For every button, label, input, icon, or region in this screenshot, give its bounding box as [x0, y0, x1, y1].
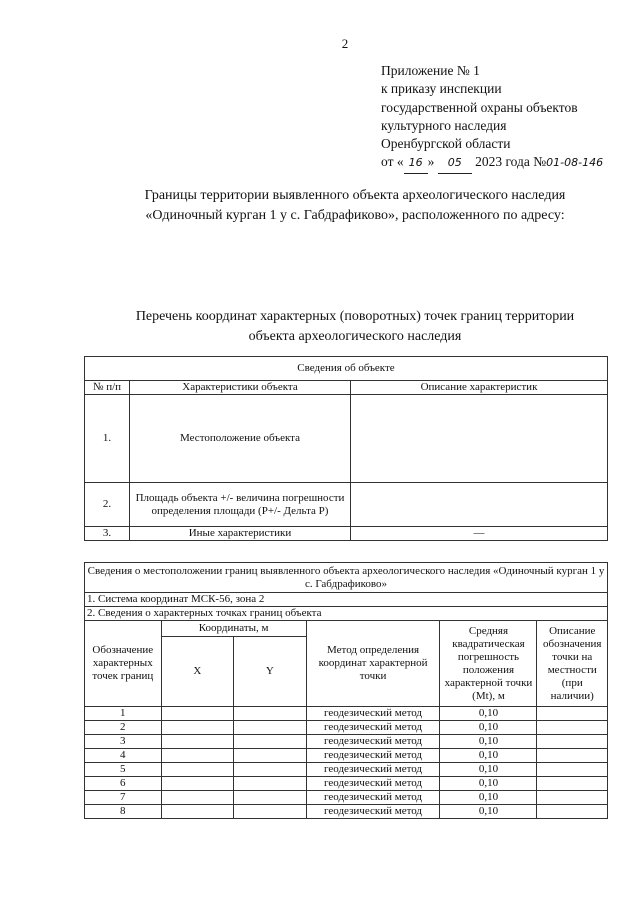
point-description-cell [537, 763, 608, 777]
method-cell: геодезический метод [306, 749, 440, 763]
y-cell [234, 763, 307, 777]
method-cell: геодезический метод [306, 721, 440, 735]
point-cell: 8 [85, 805, 162, 819]
point-description-cell [537, 721, 608, 735]
document-title [70, 186, 640, 226]
description-cell [351, 395, 608, 483]
method-cell: геодезический метод [306, 777, 440, 791]
point-description-cell [537, 707, 608, 721]
method-cell: геодезический метод [306, 707, 440, 721]
y-header: Y [234, 637, 307, 707]
date-year: 2023 года № [475, 154, 547, 170]
date-prefix: от « [381, 154, 404, 170]
y-cell [234, 735, 307, 749]
y-cell [234, 777, 307, 791]
date-day: 16 [404, 154, 428, 173]
column-header: № п/п [85, 381, 130, 395]
designation-header: Обозначение характерных точек границ [85, 621, 162, 707]
characteristic-cell: Местоположение объекта [130, 395, 351, 483]
date-mid: » [427, 154, 435, 170]
appendix-date-line [381, 153, 603, 173]
title-line: «Одиночный курган 1 у с. Габдрафиково», расположенного по адресу: [145, 208, 565, 223]
row-number: 1. [85, 395, 130, 483]
x-cell [161, 763, 234, 777]
description-cell: — [351, 527, 608, 541]
error-cell: 0,10 [440, 791, 537, 805]
order-number: 01-08-146 [546, 156, 604, 170]
point-cell: 2 [85, 721, 162, 735]
page-number: 2 [341, 36, 349, 51]
appendix-line: государственной охраны объектов [381, 99, 578, 115]
point-description-cell [537, 777, 608, 791]
error-header: Средняя квадратическая погрешность положения характерной точки (Mt), м [440, 621, 537, 707]
table-row [85, 395, 608, 483]
point-cell: 1 [85, 707, 162, 721]
object-table-header: Сведения об объекте [85, 357, 608, 381]
location-table-header: Сведения о местоположении границ выявленного объекта археологического наследия «Одиночный курган 1 у с. Габдрафиково» [85, 563, 608, 593]
method-cell: геодезический метод [306, 791, 440, 805]
error-cell: 0,10 [440, 721, 537, 735]
y-cell [234, 791, 307, 805]
subtitle-line: Перечень координат характерных (поворотных) точек границ территории [135, 309, 575, 324]
table-row [85, 763, 608, 777]
x-cell [161, 721, 234, 735]
error-cell: 0,10 [440, 735, 537, 749]
point-description-cell [537, 791, 608, 805]
method-header: Метод определения координат характерной точки [306, 621, 440, 707]
table-row [85, 749, 608, 763]
column-header: Описание характеристик [351, 381, 608, 395]
point-cell: 6 [85, 777, 162, 791]
table-row [85, 791, 608, 805]
characteristic-cell: Площадь объекта +/- величина погрешности определения площади (Р+/- Дельта Р) [130, 483, 351, 527]
table-row [85, 735, 608, 749]
method-cell: геодезический метод [306, 735, 440, 749]
y-cell [234, 749, 307, 763]
subtitle-line: объекта археологического наследия [248, 329, 462, 344]
error-cell: 0,10 [440, 763, 537, 777]
coordinates-header: Координаты, м [161, 621, 306, 637]
point-cell: 5 [85, 763, 162, 777]
points-info: 2. Сведения о характерных точках границ объекта [85, 607, 608, 621]
y-cell [234, 721, 307, 735]
table-row [85, 527, 608, 541]
coordinates-list-title [70, 307, 640, 347]
date-month: 05 [438, 154, 472, 173]
appendix-line: культурного наследия [381, 117, 507, 133]
row-number: 3. [85, 527, 130, 541]
coordinate-system: 1. Система координат МСК-56, зона 2 [85, 593, 608, 607]
table-row [85, 777, 608, 791]
location-table [84, 562, 608, 819]
column-header: Характеристики объекта [130, 381, 351, 395]
x-cell [161, 777, 234, 791]
point-cell: 7 [85, 791, 162, 805]
y-cell [234, 805, 307, 819]
x-header: X [161, 637, 234, 707]
appendix-line: к приказу инспекции [381, 81, 502, 97]
error-cell: 0,10 [440, 777, 537, 791]
point-description-cell [537, 735, 608, 749]
x-cell [161, 749, 234, 763]
point-description-header: Описание обозначения точки на местности (при наличии) [537, 621, 608, 707]
appendix-header [381, 62, 603, 174]
appendix-line: Оренбургской области [381, 136, 511, 152]
table-row [85, 707, 608, 721]
error-cell: 0,10 [440, 749, 537, 763]
description-cell [351, 483, 608, 527]
y-cell [234, 707, 307, 721]
x-cell [161, 791, 234, 805]
method-cell: геодезический метод [306, 805, 440, 819]
point-cell: 3 [85, 735, 162, 749]
error-cell: 0,10 [440, 805, 537, 819]
point-description-cell [537, 749, 608, 763]
characteristic-cell: Иные характеристики [130, 527, 351, 541]
point-description-cell [537, 805, 608, 819]
row-number: 2. [85, 483, 130, 527]
point-cell: 4 [85, 749, 162, 763]
x-cell [161, 735, 234, 749]
x-cell [161, 707, 234, 721]
table-row [85, 721, 608, 735]
object-info-table [84, 356, 608, 541]
appendix-line: Приложение № 1 [381, 63, 480, 78]
x-cell [161, 805, 234, 819]
error-cell: 0,10 [440, 707, 537, 721]
title-line: Границы территории выявленного объекта археологического наследия [144, 188, 566, 203]
method-cell: геодезический метод [306, 763, 440, 777]
table-row [85, 805, 608, 819]
table-row [85, 483, 608, 527]
